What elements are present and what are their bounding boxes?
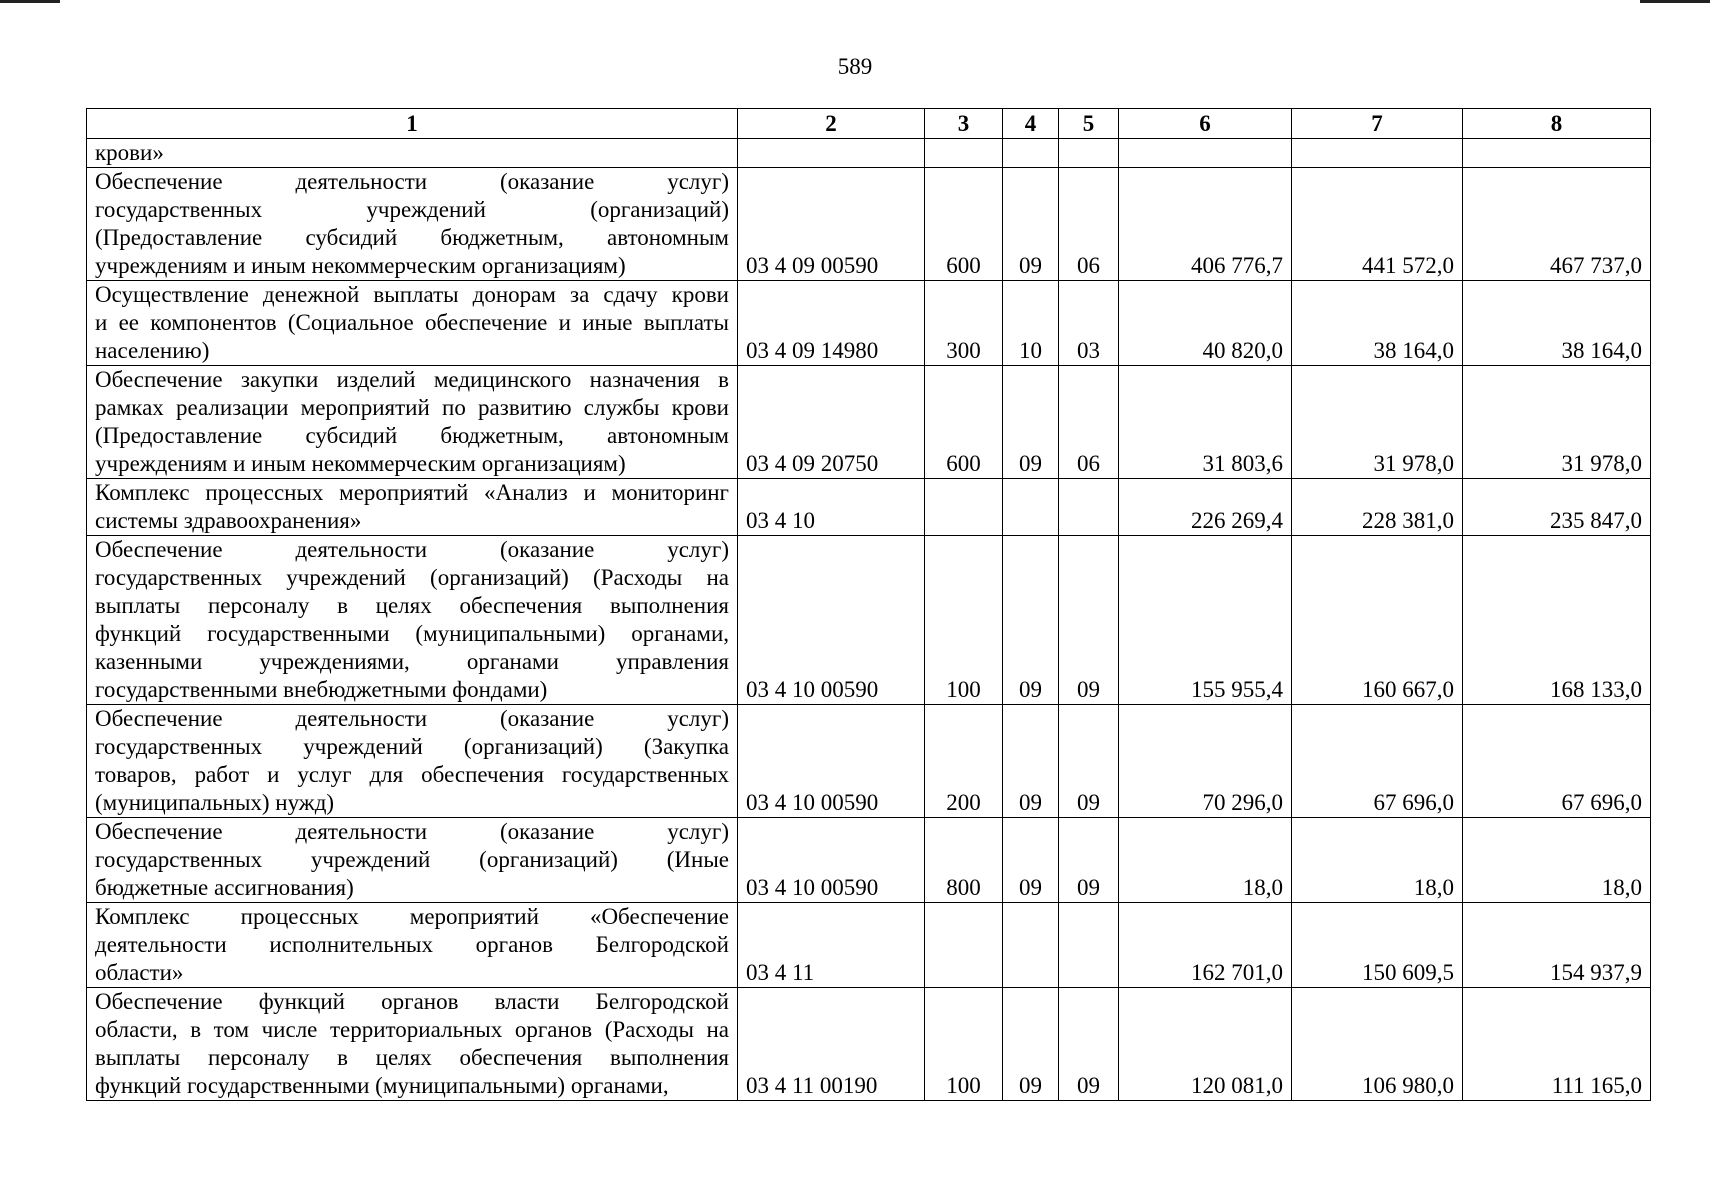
- description-line: рамках реализации мероприятий по развитию службы крови: [95, 395, 729, 420]
- amount-col6-cell: 162 701,0: [1119, 903, 1292, 988]
- column-header: 2: [738, 109, 925, 139]
- column-header: 1: [87, 109, 738, 139]
- expense-type-cell: 100: [925, 988, 1003, 1101]
- subsection-cell: 06: [1059, 168, 1119, 281]
- table-row: [87, 168, 1651, 281]
- subsection-cell: 09: [1059, 818, 1119, 903]
- expense-type-cell: [925, 139, 1003, 168]
- section-cell: 10: [1003, 281, 1059, 366]
- amount-col7-cell: [1292, 139, 1463, 168]
- row-description: [87, 536, 738, 705]
- budget-code-cell: 03 4 09 00590: [738, 168, 925, 281]
- amount-col6-cell: 18,0: [1119, 818, 1292, 903]
- table-row: [87, 281, 1651, 366]
- page-number: 589: [837, 54, 873, 79]
- subsection-cell: 09: [1059, 988, 1119, 1101]
- subsection-cell: 09: [1059, 536, 1119, 705]
- amount-col8-cell: 67 696,0: [1463, 705, 1651, 818]
- section-cell: [1003, 903, 1059, 988]
- row-description: [87, 903, 738, 988]
- budget-table: [86, 108, 1651, 1101]
- expense-type-cell: [925, 479, 1003, 536]
- section-cell: [1003, 139, 1059, 168]
- row-description: [87, 168, 738, 281]
- table-row: [87, 705, 1651, 818]
- table-body: [87, 139, 1651, 1101]
- description-line: (Предоставление субсидий бюджетным, автономным: [95, 423, 729, 448]
- amount-col8-cell: 18,0: [1463, 818, 1651, 903]
- description-line: Обеспечение деятельности (оказание услуг): [95, 706, 729, 731]
- budget-code-cell: 03 4 10: [738, 479, 925, 536]
- table-row: [87, 903, 1651, 988]
- budget-code-cell: 03 4 10 00590: [738, 705, 925, 818]
- description-line: крови»: [95, 140, 164, 165]
- section-cell: 09: [1003, 988, 1059, 1101]
- description-line: государственных учреждений (организаций) (Иные: [95, 847, 729, 872]
- expense-type-cell: 300: [925, 281, 1003, 366]
- amount-col6-cell: [1119, 139, 1292, 168]
- expense-type-cell: 200: [925, 705, 1003, 818]
- description-line: учреждениям и иным некоммерческим организациям): [95, 253, 626, 278]
- description-line: Обеспечение закупки изделий медицинского назначения в: [95, 367, 729, 392]
- description-line: функций государственными (муниципальными) органами,: [95, 621, 729, 646]
- description-line: Осуществление денежной выплаты донорам за сдачу крови: [95, 282, 729, 307]
- expense-type-cell: 800: [925, 818, 1003, 903]
- amount-col8-cell: 235 847,0: [1463, 479, 1651, 536]
- amount-col8-cell: 38 164,0: [1463, 281, 1651, 366]
- column-header: 3: [925, 109, 1003, 139]
- section-cell: 09: [1003, 536, 1059, 705]
- budget-code-cell: 03 4 11: [738, 903, 925, 988]
- description-line: области, в том числе территориальных органов (Расходы на: [95, 1017, 729, 1042]
- amount-col6-cell: 70 296,0: [1119, 705, 1292, 818]
- scan-edge-mark-left: [0, 0, 60, 3]
- row-description: [87, 139, 738, 168]
- budget-code-cell: 03 4 09 20750: [738, 366, 925, 479]
- description-line: деятельности исполнительных органов Белгородской: [95, 932, 729, 957]
- column-header: 8: [1463, 109, 1651, 139]
- column-header: 7: [1292, 109, 1463, 139]
- section-cell: 09: [1003, 366, 1059, 479]
- table-row: [87, 366, 1651, 479]
- description-line: выплаты персоналу в целях обеспечения выполнения: [95, 593, 729, 618]
- amount-col6-cell: 120 081,0: [1119, 988, 1292, 1101]
- row-description: [87, 366, 738, 479]
- subsection-cell: 06: [1059, 366, 1119, 479]
- subsection-cell: [1059, 479, 1119, 536]
- amount-col7-cell: 441 572,0: [1292, 168, 1463, 281]
- amount-col7-cell: 67 696,0: [1292, 705, 1463, 818]
- amount-col8-cell: 154 937,9: [1463, 903, 1651, 988]
- section-cell: 09: [1003, 818, 1059, 903]
- amount-col6-cell: 155 955,4: [1119, 536, 1292, 705]
- row-description: [87, 818, 738, 903]
- section-cell: 09: [1003, 168, 1059, 281]
- description-line: государственных учреждений (организаций): [95, 197, 729, 222]
- description-line: Комплекс процессных мероприятий «Анализ и мониторинг: [95, 480, 729, 505]
- description-line: функций государственными (муниципальными) органами,: [95, 1073, 669, 1098]
- description-line: Обеспечение функций органов власти Белгородской: [95, 989, 729, 1014]
- budget-code-cell: 03 4 09 14980: [738, 281, 925, 366]
- row-description: [87, 281, 738, 366]
- description-line: (муниципальных) нужд): [95, 790, 335, 815]
- description-line: Обеспечение деятельности (оказание услуг): [95, 537, 729, 562]
- amount-col8-cell: 467 737,0: [1463, 168, 1651, 281]
- table-row: [87, 139, 1651, 168]
- table-row: [87, 479, 1651, 536]
- budget-code-cell: 03 4 11 00190: [738, 988, 925, 1101]
- description-line: Комплекс процессных мероприятий «Обеспечение: [95, 904, 729, 929]
- description-line: товаров, работ и услуг для обеспечения государственных: [95, 762, 729, 787]
- section-cell: 09: [1003, 705, 1059, 818]
- amount-col7-cell: 38 164,0: [1292, 281, 1463, 366]
- scan-edge-mark-right: [1640, 0, 1710, 3]
- row-description: [87, 705, 738, 818]
- table-row: [87, 988, 1651, 1101]
- description-line: системы здравоохранения»: [95, 508, 362, 533]
- amount-col6-cell: 40 820,0: [1119, 281, 1292, 366]
- amount-col8-cell: [1463, 139, 1651, 168]
- amount-col7-cell: 31 978,0: [1292, 366, 1463, 479]
- subsection-cell: [1059, 903, 1119, 988]
- description-line: области»: [95, 960, 184, 985]
- description-line: государственных учреждений (организаций) (Закупка: [95, 734, 729, 759]
- column-header: 6: [1119, 109, 1292, 139]
- description-line: населению): [95, 338, 210, 363]
- subsection-cell: [1059, 139, 1119, 168]
- column-header: 4: [1003, 109, 1059, 139]
- amount-col7-cell: 228 381,0: [1292, 479, 1463, 536]
- description-line: выплаты персоналу в целях обеспечения выполнения: [95, 1045, 729, 1070]
- expense-type-cell: [925, 903, 1003, 988]
- expense-type-cell: 600: [925, 168, 1003, 281]
- amount-col6-cell: 226 269,4: [1119, 479, 1292, 536]
- expense-type-cell: 600: [925, 366, 1003, 479]
- description-line: государственными внебюджетными фондами): [95, 677, 548, 702]
- amount-col8-cell: 111 165,0: [1463, 988, 1651, 1101]
- budget-code-cell: [738, 139, 925, 168]
- subsection-cell: 09: [1059, 705, 1119, 818]
- description-line: и ее компонентов (Социальное обеспечение и иные выплаты: [95, 310, 729, 335]
- amount-col7-cell: 150 609,5: [1292, 903, 1463, 988]
- row-description: [87, 988, 738, 1101]
- column-header: 5: [1059, 109, 1119, 139]
- description-line: бюджетные ассигнования): [95, 875, 354, 900]
- amount-col7-cell: 160 667,0: [1292, 536, 1463, 705]
- section-cell: [1003, 479, 1059, 536]
- description-line: учреждениям и иным некоммерческим организациям): [95, 451, 626, 476]
- amount-col7-cell: 106 980,0: [1292, 988, 1463, 1101]
- amount-col7-cell: 18,0: [1292, 818, 1463, 903]
- row-description: [87, 479, 738, 536]
- subsection-cell: 03: [1059, 281, 1119, 366]
- description-line: Обеспечение деятельности (оказание услуг): [95, 169, 729, 194]
- budget-code-cell: 03 4 10 00590: [738, 536, 925, 705]
- expense-type-cell: 100: [925, 536, 1003, 705]
- header-row: [87, 109, 1651, 139]
- amount-col6-cell: 31 803,6: [1119, 366, 1292, 479]
- description-line: Обеспечение деятельности (оказание услуг): [95, 819, 729, 844]
- description-line: (Предоставление субсидий бюджетным, автономным: [95, 225, 729, 250]
- amount-col6-cell: 406 776,7: [1119, 168, 1292, 281]
- description-line: государственных учреждений (организаций) (Расходы на: [95, 565, 729, 590]
- budget-code-cell: 03 4 10 00590: [738, 818, 925, 903]
- description-line: казенными учреждениями, органами управления: [95, 649, 729, 674]
- table-row: [87, 536, 1651, 705]
- table-row: [87, 818, 1651, 903]
- amount-col8-cell: 168 133,0: [1463, 536, 1651, 705]
- amount-col8-cell: 31 978,0: [1463, 366, 1651, 479]
